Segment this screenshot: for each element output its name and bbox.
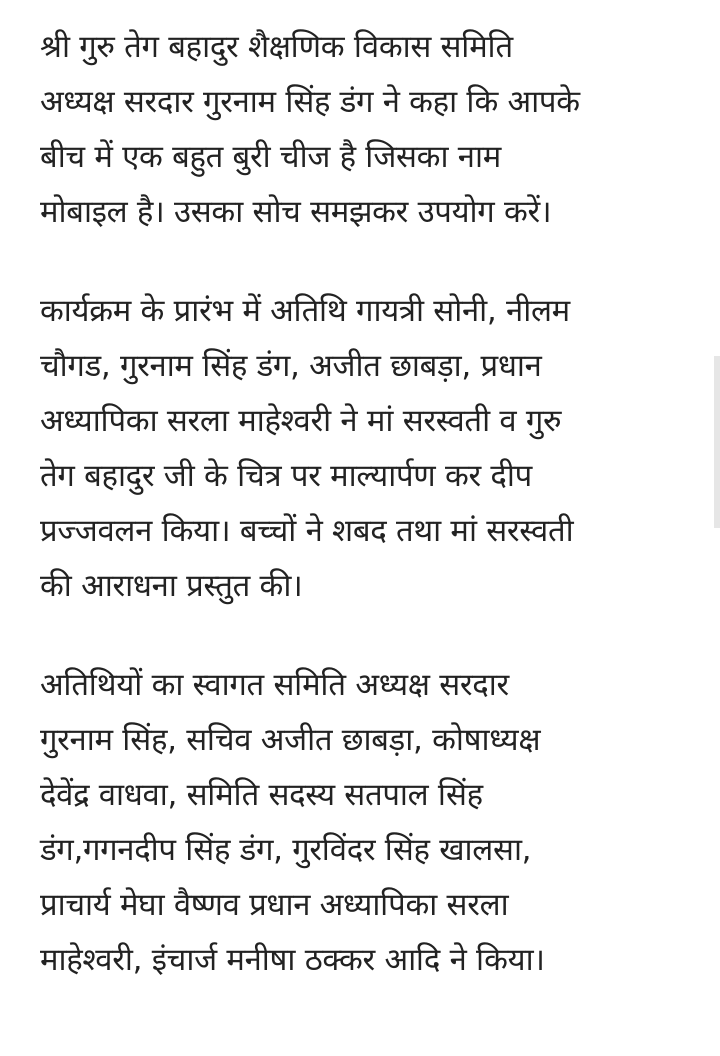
- paragraph-mobile-warning: [40, 20, 708, 240]
- text-line: देवेंद्र वाधवा, समिति सदस्य सतपाल सिंह: [40, 777, 483, 813]
- article-body: [40, 20, 708, 1032]
- text-line: चौगड, गुरनाम सिंह डंग, अजीत छाबड़ा, प्रधान: [40, 348, 542, 384]
- text-line: की आराधना प्रस्तुत की।: [40, 568, 303, 604]
- paragraph-guest-welcome: [40, 658, 708, 988]
- text-line: मोबाइल है। उसका सोच समझकर उपयोग करें।: [40, 194, 552, 230]
- text-line: डंग,गगनदीप सिंह डंग, गुरविंदर सिंह खालसा,: [40, 832, 532, 868]
- paragraph-program-start: [40, 284, 708, 614]
- text-line: तेग बहादुर जी के चित्र पर माल्यार्पण कर दीप: [40, 458, 532, 494]
- text-line: प्रज्जवलन किया। बच्चों ने शबद तथा मां सरस्वती: [40, 513, 574, 549]
- text-line: अतिथियों का स्वागत समिति अध्यक्ष सरदार: [40, 667, 509, 703]
- text-line: अध्यक्ष सरदार गुरनाम सिंह डंग ने कहा कि आपके: [40, 84, 580, 120]
- scrollbar-thumb[interactable]: [714, 356, 720, 528]
- text-line: कार्यक्रम के प्रारंभ में अतिथि गायत्री सोनी, नीलम: [40, 293, 570, 329]
- text-line: बीच में एक बहुत बुरी चीज है जिसका नाम: [40, 139, 501, 175]
- text-line: गुरनाम सिंह, सचिव अजीत छाबड़ा, कोषाध्यक्ष: [40, 722, 541, 758]
- text-line: प्राचार्य मेघा वैष्णव प्रधान अध्यापिका सरला: [40, 887, 509, 923]
- text-line: श्री गुरु तेग बहादुर शैक्षणिक विकास समिति: [40, 29, 513, 65]
- text-line: माहेश्वरी, इंचार्ज मनीषा ठक्कर आदि ने किया।: [40, 942, 545, 978]
- text-line: अध्यापिका सरला माहेश्वरी ने मां सरस्वती व गुरु: [40, 403, 562, 439]
